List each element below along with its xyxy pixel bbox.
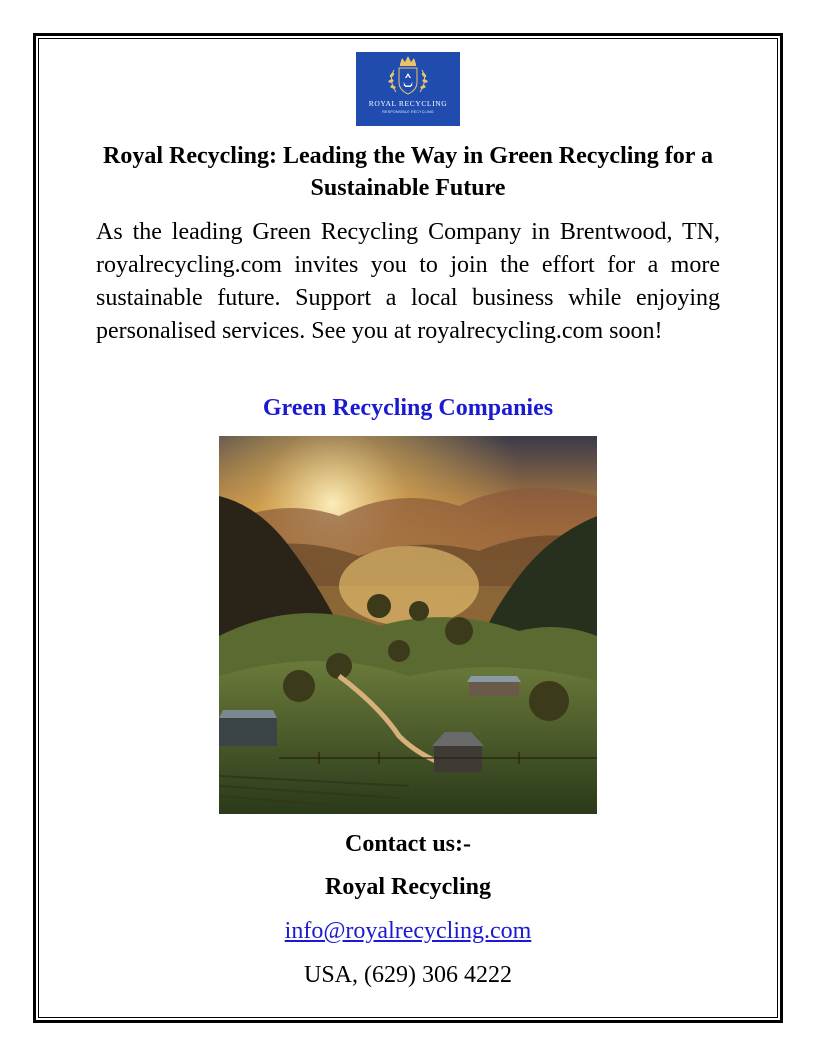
valley-sunset-illustration [219, 436, 597, 814]
crown-icon [400, 56, 416, 66]
phone-line: USA, (629) 306 4222 [304, 962, 512, 988]
landscape-photo [219, 436, 597, 814]
section-heading: Green Recycling Companies [262, 395, 554, 421]
email-line [96, 916, 720, 946]
page-title: Royal Recycling: Leading the Way in Green Recycling for a Sustainable Future [103, 143, 713, 201]
intro-paragraph: As the leading Green Recycling Company in Brentwood, TN, royalrecycling.com invites you to join the effort for a more sustainable future. Support a local business while enjoying personalised services. See you at royalrecycling.com soon! [96, 219, 720, 344]
logo-tagline: RESPONSIBLE RECYCLING [382, 110, 434, 114]
email-link[interactable]: info@royalrecycling.com [284, 918, 532, 944]
contact-heading: Contact us:- [345, 831, 471, 857]
logo-emblem [356, 52, 460, 126]
logo-brand-name: ROYAL RECYCLING [368, 99, 448, 108]
company-name: Royal Recycling [325, 874, 491, 900]
company-logo [356, 52, 460, 126]
